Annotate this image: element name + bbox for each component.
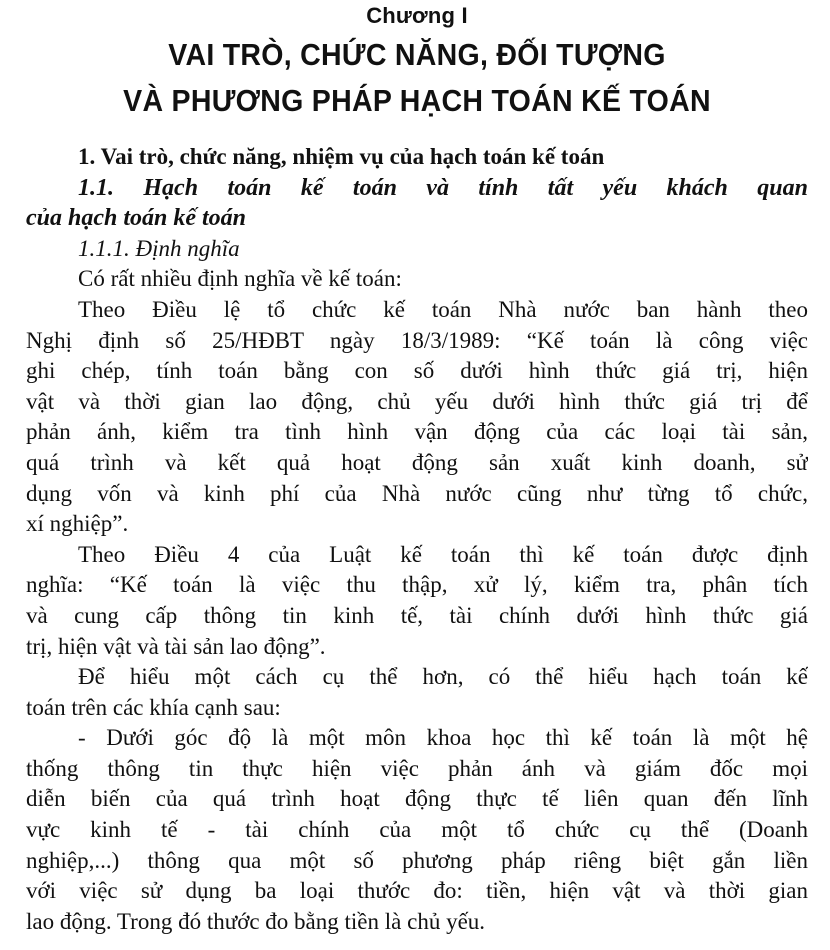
paragraph-2-line: phản ánh, kiểm tra tình hình vận động của các loại tài sản, [26,419,808,445]
paragraph-5-line: - Dưới góc độ là một môn khoa học thì kế toán là một hệ [78,725,808,751]
paragraph-2-line: quá trình và kết quả hoạt động sản xuất kinh doanh, sử [26,449,808,475]
chapter-title-line-2: VÀ PHƯƠNG PHÁP HẠCH TOÁN KẾ TOÁN [123,83,711,118]
paragraph-2-line: xí nghiệp”. [26,511,129,537]
paragraph-2-line: Theo Điều lệ tổ chức kế toán Nhà nước ban hành theo [78,296,808,322]
paragraph-3-line: nghĩa: “Kế toán là việc thu thập, xử lý, kiểm tra, phân tích [26,572,808,598]
paragraph-3-line: Theo Điều 4 của Luật kế toán thì kế toán được định [78,541,808,567]
paragraph-1-line: Có rất nhiều định nghĩa về kế toán: [78,266,402,292]
chapter-title-line-1: VAI TRÒ, CHỨC NĂNG, ĐỐI TƯỢNG [168,37,666,72]
section-heading-1-1-line-2: của hạch toán kế toán [26,205,247,232]
paragraph-2-line: ghi chép, tính toán bằng con số dưới hình thức giá trị, hiện [26,358,808,384]
paragraph-5-line: thống thông tin thực hiện việc phản ánh và giám đốc mọi [26,755,808,781]
paragraph-2-line: vật và thời gian lao động, chủ yếu dưới hình thức giá trị để [26,388,808,414]
body-text [26,142,808,937]
paragraph-5-line: lao động. Trong đó thước đo bằng tiền là chủ yếu. [26,908,486,934]
paragraph-5-line: nghiệp,...) thông qua một số phương pháp riêng biệt gắn liền [26,847,808,873]
section-heading-1-1-line-1: 1.1. Hạch toán kế toán và tính tất yếu khách quan [78,174,808,201]
paragraph-5-line: với việc sử dụng ba loại thước đo: tiền, hiện vật và thời gian [26,878,808,904]
paragraph-4-line: toán trên các khía cạnh sau: [26,694,281,720]
paragraph-5-line: diễn biến của quá trình hoạt động thực tế liên quan đến lĩnh [26,786,808,812]
section-heading-1: 1. Vai trò, chức năng, nhiệm vụ của hạch toán kế toán [78,144,605,169]
section-heading-1-1-1: 1.1.1. Định nghĩa [78,235,240,261]
paragraph-3-line: trị, hiện vật và tài sản lao động”. [26,633,326,659]
paragraph-2-line: dụng vốn và kinh phí của Nhà nước cũng như từng tổ chức, [26,480,808,506]
chapter-title [57,32,776,124]
paragraph-2-line: Nghị định số 25/HĐBT ngày 18/3/1989: “Kế toán là công việc [26,327,808,353]
chapter-label: Chương I [366,3,468,28]
paragraph-3-line: và cung cấp thông tin kinh tế, tài chính dưới hình thức giá [26,602,808,628]
paragraph-5-line: vực kinh tế - tài chính của một tổ chức cụ thể (Doanh [26,817,808,843]
paragraph-4-line: Để hiểu một cách cụ thể hơn, có thể hiểu hạch toán kế [78,664,808,690]
